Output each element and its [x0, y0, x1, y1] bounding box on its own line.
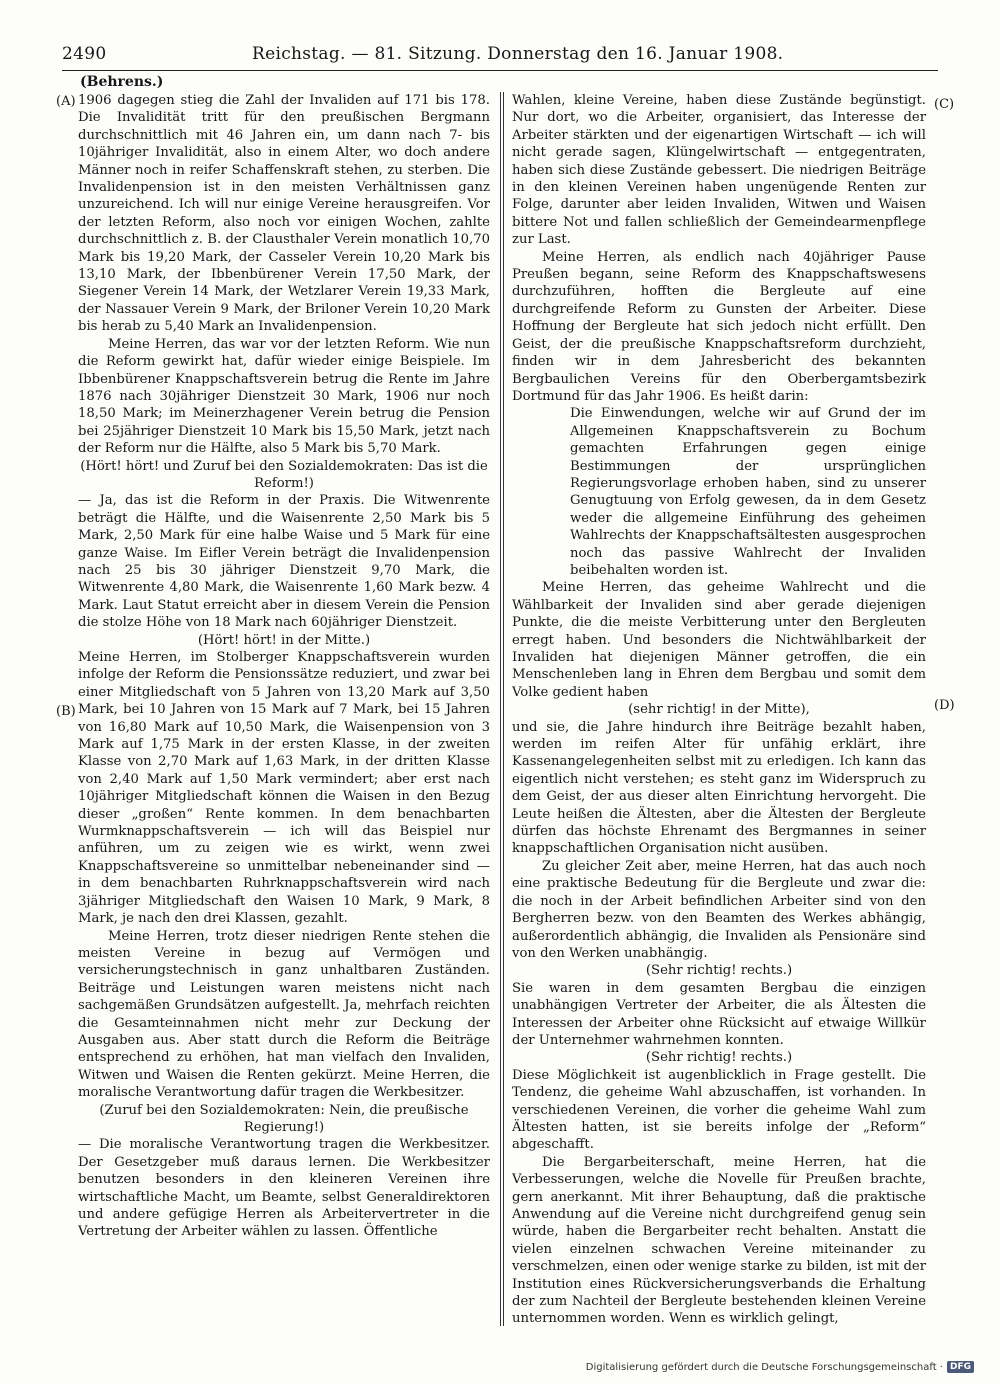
paragraph: Meine Herren, im Stolberger Knappschaftsverein wurden infolge der Reform die Pensionssätze reduziert, und zwar bei einer Mitgliedschaft von 5 Jahren von 13,20 Mark auf 3,50 Mark, bei 10 Jahren von 15 Mark auf 7 Mark, bei 15 Jahren von 16,80 Mark auf 10,50 Mark, die Waisenpension von 3 Mark auf 1,75 Mark in der ersten Klasse, in der zweiten Klasse von 2,70 Mark auf 1,63 Mark, in der dritten Klasse von 2,40 Mark auf 1,50 Mark vermindert; aber erst nach 10jähriger Mitgliedschaft können die Waisen in den Bezug dieser „großen“ Rente kommen. In dem benachbarten Wurmknappschaftsverein — ich will das Beispiel nur anführen, um zu zeigen wie es wirkt, wenn zwei Knappschaftsvereine so unmittelbar nebeneinander sind — in dem benachbarten Ruhrknappschaftsverein wird nach 3jähriger Mitgliedschaft den Waisen 10 Mark, 9 Mark, 8 Mark, je nach den drei Klassen, gezahlt. [78, 650, 490, 927]
paragraph: und sie, die Jahre hindurch ihre Beiträge bezahlt haben, werden im reifen Alter für unfähig erklärt, ihre Kassenangelegenheiten selbst mit zu erledigen. Ich kann das eigentlich nicht verstehen; es steht ganz im Widerspruch zu dem Geist, der aus dieser alten Einrichtung hervorgeht. Die Leute heißen die Ältesten, aber die Ältesten der Bergleute dürfen das höchste Ehrenamt des Bergmannes in seiner knappschaftlichen Organisation nicht ausüben. [512, 719, 926, 857]
column-divider-inner [503, 92, 504, 1326]
margin-mark-a: (A) [56, 94, 76, 109]
paragraph: Wahlen, kleine Vereine, haben diese Zustände begünstigt. Nur dort, wo die Arbeiter, organisiert, das Interesse der Arbeiter stärkten und der eigenartigen Wirtschaft — ich will nicht gerade sagen, Klüngelwirtschaft — entgegentraten, haben sich diese Zustände gebessert. Die niedrigen Beiträge in den kleinen Vereinen haben ungenügende Renten zur Folge, darunter aber leiden Invaliden, Witwen und Waisen bittere Not und fallen schließlich der Gemeindearmenpflege zur Last. [512, 93, 926, 248]
paragraph: Meine Herren, als endlich nach 40jähriger Pause Preußen begann, seine Reform des Knappschaftswesens durchzuführen, hofften die Bergleute auf eine durchgreifende Reform zu Gunsten der Arbeiter. Diese Hoffnung der Bergleute hat sich jedoch nicht erfüllt. Den Geist, der die preußische Knappschaftsreform durchzieht, finden wir in dem Jahresbericht des bekannten Bergbaulichen Vereins für den Oberbergamtsbezirk Dortmund für das Jahr 1906. Es heißt darin: [512, 249, 926, 404]
margin-mark-b: (B) [56, 704, 76, 719]
paragraph: 1906 dagegen stieg die Zahl der Invaliden auf 171 bis 178. Die Invalidität tritt für den preußischen Bergmann durchschnittlich mit 46 Jahren ein, um dann nach 7- bis 10jähriger Invalidität, also in einem Alter, wo doch andere Männer noch in reifer Schaffenskraft stehen, zu sterben. Die Invalidenpension ist in den meisten Verhältnissen ganz unzureichend. Ich will nur einige Vereine herausgreifen. Vor der letzten Reform, also noch vor einigen Wochen, zahlte durchschnittlich z. B. der Clausthaler Verein monatlich 10,70 Mark bis 19,20 Mark, der Casseler Verein 10,20 Mark bis 13,10 Mark, der Ibbenbürener Verein 17,50 Mark, der Siegener Verein 14 Mark, der Wetzlarer Verein 19,33 Mark, der Nassauer Verein 9 Mark, der Briloner Verein 10,20 Mark bis herab zu 5,40 Mark an Invalidenpension. [78, 93, 490, 335]
interjection: (Zuruf bei den Sozialdemokraten: Nein, die preußische Regierung!) [99, 1102, 469, 1135]
footer-text: Digitalisierung gefördert durch die Deutsche Forschungsgemeinschaft · [585, 1361, 943, 1373]
paragraph: Meine Herren, das war vor der letzten Reform. Wie nun die Reform gewirkt hat, dafür wieder einige Beispiele. Im Ibbenbürener Knappschaftsverein betrug die Rente im Jahre 1876 nach 30jähriger Dienstzeit 30 Mark, 1906 nur noch 18,50 Mark; im Meinerzhagener Verein betrug die Pension bei 25jähriger Dienstzeit 10 Mark bis 15,50 Mark, jetzt nach der Reform nur die Hälfte, also 5 Mark bis 5,70 Mark. [78, 336, 490, 457]
margin-mark-d: (D) [934, 698, 955, 713]
dfg-logo: DFG [947, 1361, 974, 1373]
interjection: (Sehr richtig! rechts.) [645, 963, 793, 979]
interjection: (sehr richtig! in der Mitte), [628, 702, 810, 718]
page-number: 2490 [62, 44, 107, 64]
left-column [78, 92, 490, 1241]
interjection: (Sehr richtig! rechts.) [645, 1050, 793, 1066]
speaker-name: (Behrens.) [80, 74, 164, 90]
block-quote: Die Einwendungen, welche wir auf Grund der im Allgemeinen Knappschaftsverein zu Bochum gemachten Erfahrungen gegen einige Bestimmungen der ursprünglichen Regierungsvorlage erhoben haben, sind zu unserer Genugtuung von Erfolg gewesen, da in dem Gesetz weder die allgemeine Einführung des geheimen Wahlrechts der Knappschaftsältesten ausgesprochen noch das passive Wahlrecht der Invaliden beibehalten worden ist. [570, 406, 926, 578]
paragraph: Meine Herren, das geheime Wahlrecht und die Wählbarkeit der Invaliden sind aber gerade diejenigen Punkte, die die meiste Verbitterung unter den Bergleuten erregt haben. Und besonders die Nichtwählbarkeit der Invaliden hat diejenigen Männer getroffen, die ein Menschenleben lang in Ehren dem Bergbau und somit dem Volke gedient haben [512, 580, 926, 700]
paragraph: Sie waren in dem gesamten Bergbau die einzigen unabhängigen Vertreter der Arbeiter, die als Ältesten die Interessen der Arbeiter ohne Rücksicht auf etwaige Willkür der Unternehmer wahrnehmen konnten. [512, 980, 926, 1048]
column-divider [500, 92, 501, 1326]
digitization-footer [586, 1361, 974, 1373]
paragraph: — Die moralische Verantwortung tragen die Werkbesitzer. Der Gesetzgeber muß daraus lernen. Die Werkbesitzer benutzen besonders in den kleineren Vereinen ihre wirtschaftliche Macht, um Beamte, selbst Generaldirektoren und andere gefügige Herren als Arbeitervertreter in die Vertretung der Arbeiter wählen zu lassen. Öffentliche [78, 1137, 490, 1240]
header-rule [62, 70, 938, 71]
page-header [62, 44, 938, 68]
running-head: Reichstag. — 81. Sitzung. Donnerstag den 16. Januar 1908. [252, 44, 784, 64]
interjection: (Hört! hört! in der Mitte.) [197, 632, 371, 648]
paragraph: Die Bergarbeiterschaft, meine Herren, hat die Verbesserungen, welche die Novelle für Preußen brachte, gern anerkannt. Mit ihrer Behauptung, daß die praktische Anwendung auf die Vereine nicht durchgreifend genug sein würde, haben die Bergarbeiter recht behalten. Anstatt die vielen einzelnen schwachen Vereine miteinander zu verschmelzen, einen oder wenige starke zu bilden, ist mit der Institution eines Rückversicherungsverbands die Erhaltung der zum Nachteil der Bergleute bestehenden kleinen Vereine unternommen worden. Wenn es wirklich gelingt, [512, 1154, 926, 1327]
margin-mark-c: (C) [934, 97, 955, 112]
paragraph: Diese Möglichkeit ist augenblicklich in Frage gestellt. Die Tendenz, die geheime Wahl abzuschaffen, ist vorhanden. In verschiedenen Vereinen, die vorher die geheime Wahl zum Ältesten hatten, ist sie bereits infolge der „Reform“ abgeschafft. [512, 1067, 926, 1153]
right-column [512, 92, 926, 1328]
paragraph: — Ja, das ist die Reform in der Praxis. Die Witwenrente beträgt die Hälfte, und die Waisenrente 2,50 Mark bis 5 Mark, 2,50 Mark für eine halbe Waise und 5 Mark für eine ganze Waise. Im Eifler Verein beträgt die Invalidenpension nach 25 bis 30 jähriger Dienstzeit 9,70 Mark, die Witwenrente 4,80 Mark, die Waisenrente 1,60 Mark bezw. 4 Mark. Laut Statut erreicht aber in diesem Verein die Pension die stolze Höhe von 18 Mark nach 60jähriger Dienstzeit. [78, 493, 490, 631]
paragraph: Zu gleicher Zeit aber, meine Herren, hat das auch noch eine praktische Bedeutung für die Bergleute und zwar die: die noch in der Arbeit befindlichen Arbeiter sind von den Bergherren bezw. von den Beamten des Werkes abhängig, außerordentlich abhängig, die Invaliden als Pensionäre sind von den Werken unabhängig. [512, 858, 926, 961]
interjection: (Hört! hört! und Zuruf bei den Sozialdemokraten: Das ist die Reform!) [80, 458, 488, 491]
paragraph: Meine Herren, trotz dieser niedrigen Rente stehen die meisten Vereine in bezug auf Vermögen und versicherungstechnisch in ganz unhaltbaren Zuständen. Beiträge und Leistungen waren meistens nicht nach sachgemäßen Grundsätzen aufgestellt. Ja, mehrfach reichten die Gesamteinnahmen nicht mehr zur Deckung der Ausgaben aus. Aber statt durch die Reform die Beiträge entsprechend zu erhöhen, hat man vielfach den Invaliden, Witwen und Waisen die Renten gekürzt. Meine Herren, die moralische Verantwortung dafür tragen die Werkbesitzer. [78, 928, 490, 1101]
